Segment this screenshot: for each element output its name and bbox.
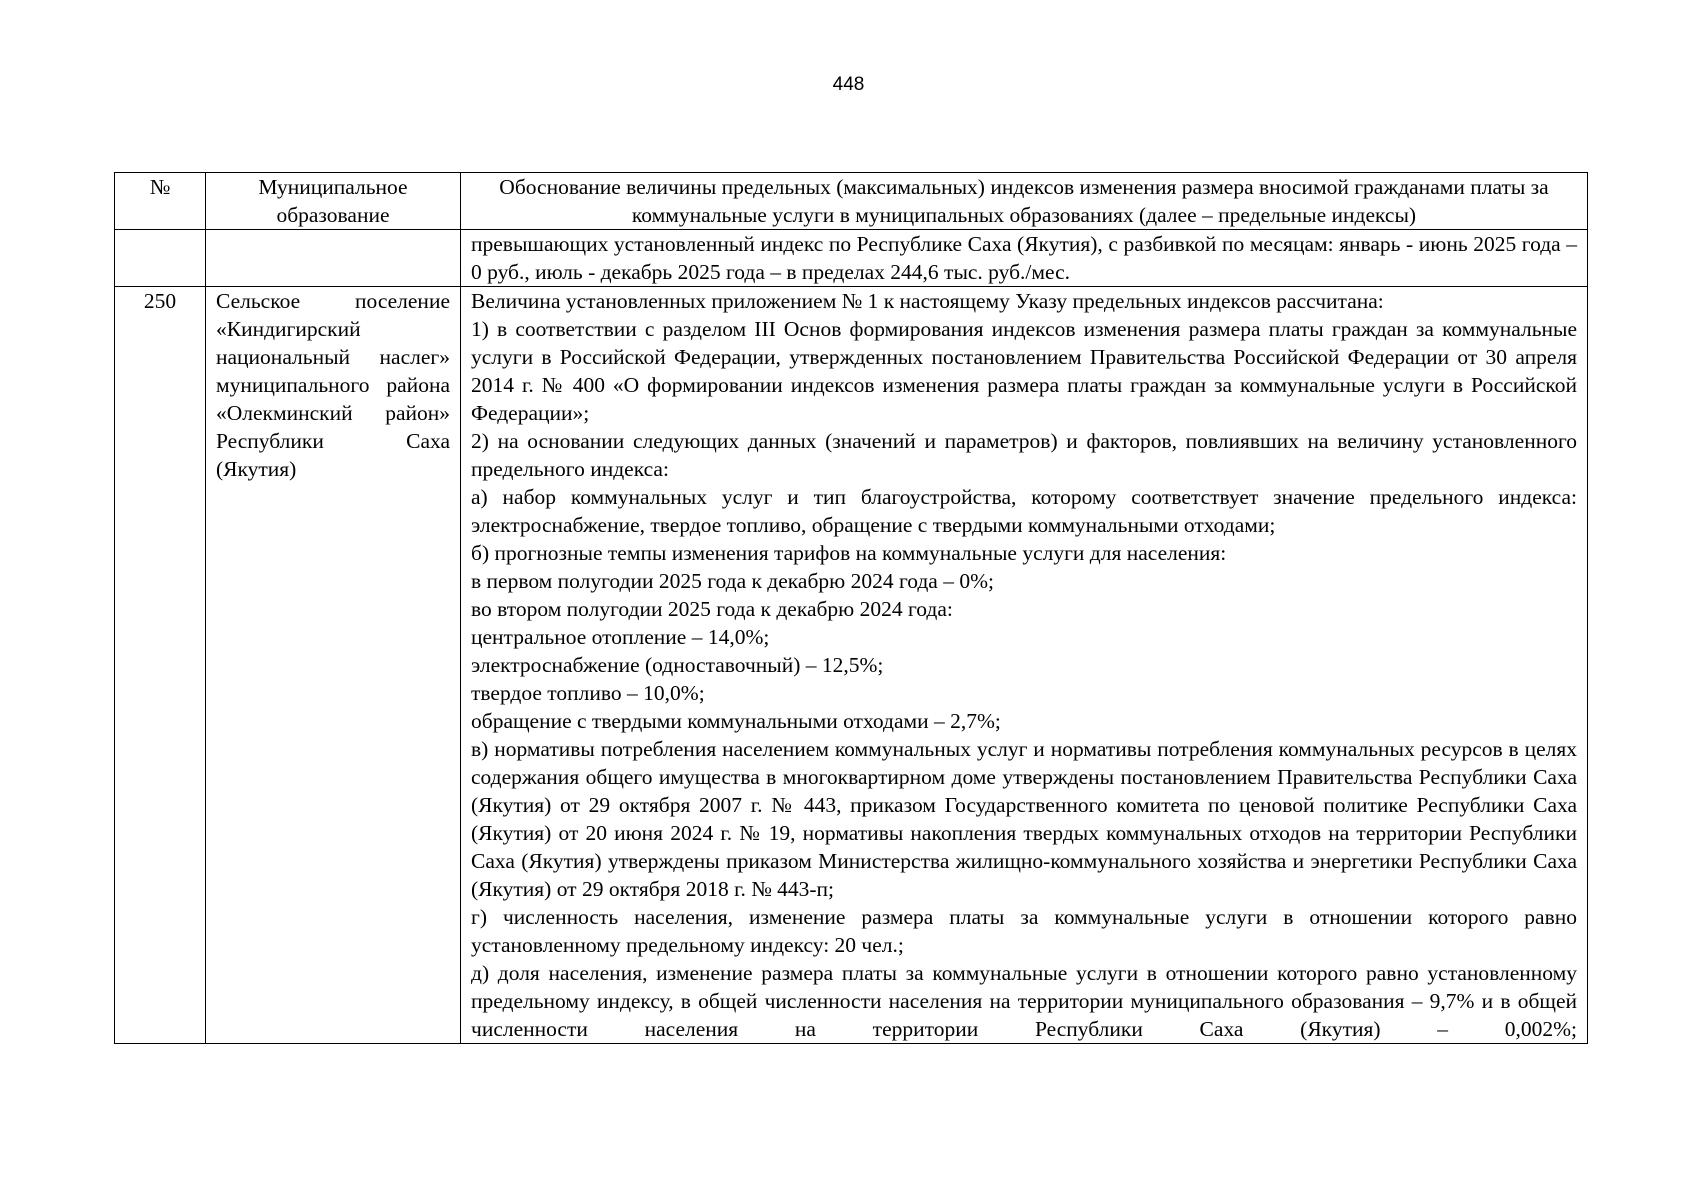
cell-justification: [461, 287, 1588, 1044]
header-justification: Обоснование величины предельных (максимальных) индексов изменения размера вносимой гражданами платы за коммунальные услуги в муниципальных образованиях (далее – предельные индексы): [461, 173, 1588, 230]
justification-paragraph: 2) на основании следующих данных (значений и параметров) и факторов, повлиявших на величину установленного предельного индекса:: [471, 429, 1577, 481]
cell-municipality: Сельское поселение «Киндигирский национальный наслег» муниципального района «Олекминский район» Республики Саха (Якутия): [206, 287, 461, 1044]
header-number: №: [115, 173, 206, 230]
justification-paragraph: твердое топливо – 10,0%;: [471, 681, 705, 705]
justification-paragraph: б) прогнозные темпы изменения тарифов на коммунальные услуги для населения:: [471, 541, 1227, 565]
cell-number: [115, 230, 206, 287]
justification-paragraph: во втором полугодии 2025 года к декабрю 2024 года:: [471, 597, 953, 621]
justification-paragraph: а) набор коммунальных услуг и тип благоустройства, которому соответствует значение предельного индекса: электроснабжение, твердое топливо, обращение с твердыми коммунальными отходами;: [471, 485, 1577, 537]
table-header-row: [115, 173, 1588, 230]
justification-paragraph: 1) в соответствии с разделом III Основ формирования индексов изменения размера платы граждан за коммунальные услуги в Российской Федерации, утвержденных постановлением Правительства Российской Федерации от 30 апреля 2014 г. № 400 «О формировании индексов изменения размера платы граждан за коммунальные услуги в Российской Федерации»;: [471, 317, 1577, 425]
justification-paragraph: в первом полугодии 2025 года к декабрю 2024 года – 0%;: [471, 569, 994, 593]
justification-paragraph: обращение с твердыми коммунальными отходами – 2,7%;: [471, 709, 1001, 733]
justification-paragraph: электроснабжение (одноставочный) – 12,5%;: [471, 653, 884, 677]
table-row: [115, 287, 1588, 1044]
justification-paragraph: Величина установленных приложением № 1 к настоящему Указу предельных индексов рассчитана:: [471, 289, 1384, 313]
justification-paragraph: центральное отопление – 14,0%;: [471, 625, 770, 649]
justification-paragraph: в) нормативы потребления населением коммунальных услуг и нормативы потребления коммунальных ресурсов в целях содержания общего имущества в многоквартирном доме утверждены постановлением Правительства Республики Саха (Якутия) от 29 октября 2007 г. № 443, приказом Государственного комитета по ценовой политике Республики Саха (Якутия) от 20 июня 2024 г. № 19, нормативы накопления твердых коммунальных отходов на территории Республики Саха (Якутия) утверждены приказом Министерства жилищно-коммунального хозяйства и энергетики Республики Саха (Якутия) от 29 октября 2018 г. № 443-п;: [471, 737, 1577, 901]
page-number: 448: [832, 74, 865, 95]
cell-municipality: [206, 230, 461, 287]
justification-paragraph: д) доля населения, изменение размера платы за коммунальные услуги в отношении которого равно установленному предельному индексу, в общей численности населения на территории муниципального образования – 9,7% и в общей численности населения на территории Республики Саха (Якутия) – 0,002%;: [471, 961, 1577, 1041]
justification-paragraph: г) численность населения, изменение размера платы за коммунальные услуги в отношении которого равно установленному предельному индексу: 20 чел.;: [471, 905, 1577, 957]
cell-number: 250: [115, 287, 206, 1044]
cell-justification: превышающих установленный индекс по Республике Саха (Якутия), с разбивкой по месяцам: январь - июнь 2025 года – 0 руб., июль - декабрь 2025 года – в пределах 244,6 тыс. руб./мес.: [461, 230, 1588, 287]
indices-table: [114, 172, 1588, 1044]
header-municipality: Муниципальное образование: [206, 173, 461, 230]
table-row-continuation: [115, 230, 1588, 287]
